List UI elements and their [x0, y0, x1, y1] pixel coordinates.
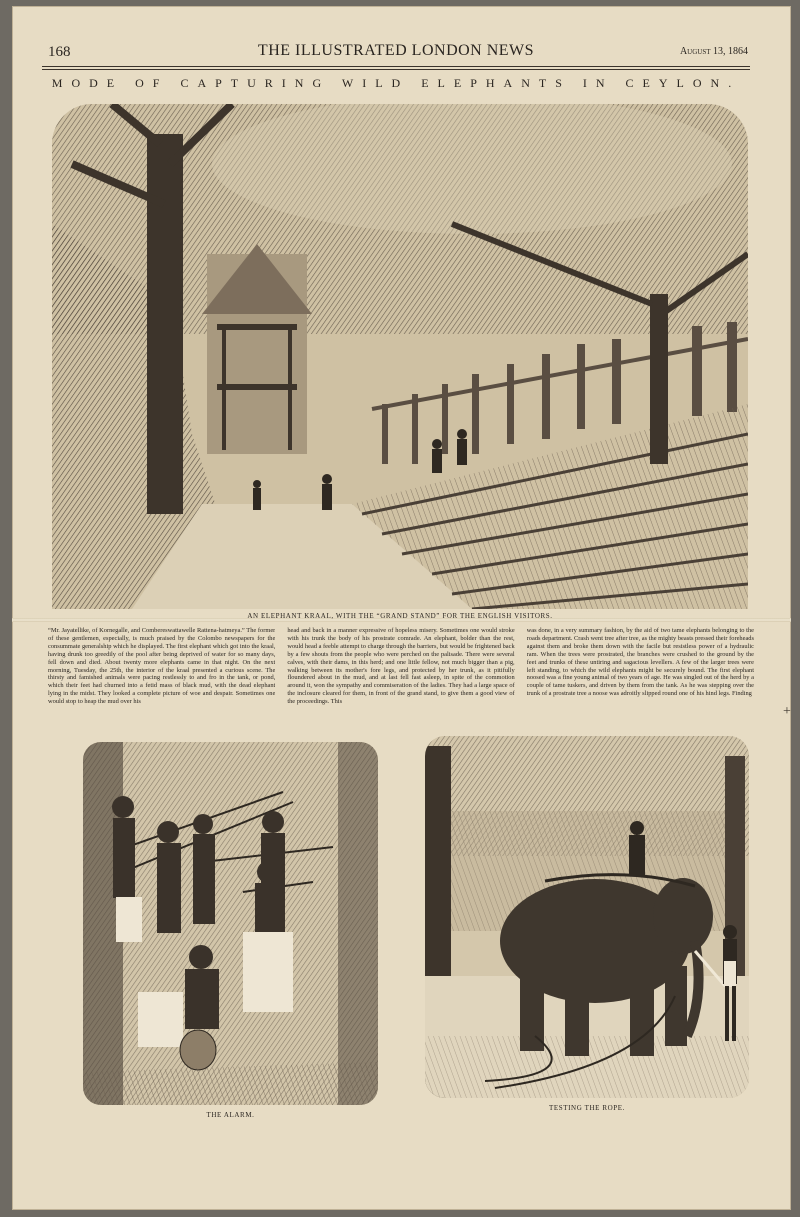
alarm-engraving	[83, 742, 378, 1105]
article-column-2: head and back in a manner expressive of hopeless misery. Sometimes one would stroke with his trunk the body of his prostrate comrade. An elephant, bolder than the rest, would head a feeble attempt to charge through the barriers, but would be frightened back by a few shouts from the people who were perched on the palisade. There were several calves, with their dams, in this herd; and one little fellow, not much bigger than a pig, walking between its mother's fore legs, and protected by her trunk, as it pitifully floundered about in the mud, and at last fell fast asleep, in spite of the commotion around it, won the sympathy and commiseration of the ladies. They had a large space of the inclosure cleared for them, in front of the grand stand, to give them a good view of the proceedings. This	[287, 627, 515, 706]
testing-rope-engraving	[425, 736, 749, 1098]
article-body	[48, 627, 754, 723]
issue-date: August 13, 1864	[679, 46, 748, 57]
testing-rope-caption: TESTING THE ROPE.	[549, 1104, 625, 1112]
article-column-3: was done, in a very summary fashion, by the aid of two tame elephants belonging to the roads department. Crash went tree after tree, as the mighty beasts pressed their foreheads against them and broke them down with the facile but resistless power of a hydraulic ram. When the trees were prostrated, the branches were crushed to the ground by the feet and trunks of these untiring and sagacious levellers. A few of the larger trees were left standing, to which the wild elephants might be securely bound. The first elephant noosed was a fine young animal of two years of age. He was singled out of the herd by a couple of tame tuskers, and driven by them from the tank. As he was stepping over the trunk of a prostrate tree a noose was adroitly slipped round one of his hind legs. Finding	[526, 627, 754, 698]
article-headline: MODE OF CAPTURING WILD ELEPHANTS IN CEYLON.	[51, 76, 741, 90]
page-number: 168	[48, 44, 71, 60]
masthead-rule-double	[42, 69, 750, 70]
publication-title: THE ILLUSTRATED LONDON NEWS	[257, 42, 535, 59]
article-column-1: “Mr. Jayatellike, of Kornegalle, and Combereswattawelle Rattena-hatmeya.” The former of these gentlemen, especially, is much praised by the Colombo newspapers for the consummate generalship which he displayed. The first elephant which got into the kraal, having drunk too greedily of the pool after being deprived of water for so many days, fell down and died. About twenty more elephants came in that night. On the next morning, Tuesday, the 25th, the interior of the kraal presented a curious scene. The thirsty and famished animals were pacing restlessly to and fro in the tank, or pond, which their feet had churned into a fetid mass of black mud, with the dead elephant lying in the midst. They looked a complete picture of woe and despair. Sometimes one would stop to heap the mud over his	[48, 627, 276, 706]
margin-mark: +	[783, 704, 791, 719]
masthead-rule	[42, 66, 750, 67]
kraal-engraving	[52, 104, 748, 609]
alarm-caption: THE ALARM.	[206, 1111, 255, 1119]
top-plate-caption: AN ELEPHANT KRAAL, WITH THE “GRAND STAND” FOR THE ENGLISH VISITORS.	[247, 612, 553, 620]
